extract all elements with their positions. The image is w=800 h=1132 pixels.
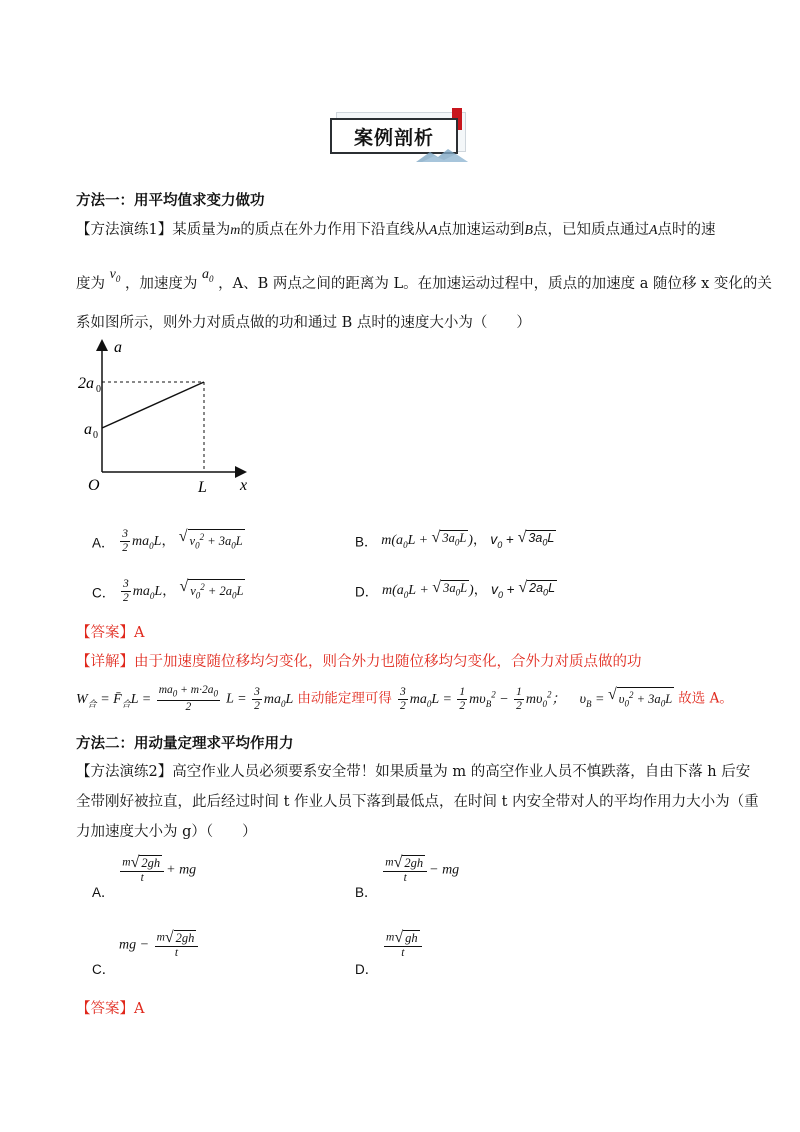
- q1-option-b: B． $m(a_0L$ + √ $3a_0L$ )， $v_0$ + √ $3a_0L$: [355, 529, 555, 550]
- q1-text: 【方法演练1】某质量为: [76, 222, 231, 238]
- q1-text: 点加速运动到: [437, 222, 525, 238]
- y-tick-2a0-sub: 0: [96, 384, 101, 395]
- method2-question-line3: 力加速度大小为 g）（ ）: [76, 824, 257, 840]
- q1-var-A: A: [428, 223, 438, 238]
- method1-question-line2: [76, 267, 772, 299]
- q1-text: ，加速度为: [124, 276, 198, 292]
- acceleration-displacement-graph: [80, 338, 250, 498]
- q2-answer: 【答案】A: [76, 1001, 145, 1017]
- method2-heading: 方法二：用动量定理求平均作用力: [76, 736, 294, 752]
- q1-detail-mid: 由动能定理可得: [297, 690, 392, 707]
- q1-option-d: D． $m(a_0L$ + √ $3a_0L$ )， $v_0$ + √ $2a_0L$: [355, 579, 556, 600]
- y-axis-label: a: [114, 339, 122, 356]
- q1-text: 度为: [76, 276, 105, 292]
- q1-var-B: B: [524, 223, 533, 238]
- q1-text: ，A、B 两点之间的距离为 L。在加速运动过程中，质点的加速度 a 随位移 x 变化的关: [218, 276, 772, 292]
- q1-var-A: A: [648, 223, 658, 238]
- method1-question-line3: 系如图所示，则外力对质点做的功和通过 B 点时的速度大小为（ ）: [76, 315, 531, 331]
- mountain-decoration-icon: [416, 148, 468, 162]
- q1-text: 点，已知质点通过: [532, 222, 649, 238]
- q1-a0: $a_0$: [202, 267, 214, 284]
- a-x-line: [102, 382, 204, 428]
- q1-option-a: A． $\frac{3}{2}$ $ma_0L$， √ $v_0^2 + 3a_0L$: [92, 528, 243, 554]
- banner-title: 案例剖析: [353, 126, 434, 149]
- x-tick-L: L: [198, 479, 207, 496]
- q1-text: 的质点在外力作用下沿直线从: [240, 222, 429, 238]
- y-tick-a0-sub: 0: [93, 430, 98, 441]
- method2-question-line2: 全带刚好被拉直，此后经过时间 t 作业人员下落到最低点，在时间 t 内安全带对人的平均作用力大小为（重: [76, 794, 759, 810]
- q1-var-m: m: [230, 223, 241, 238]
- q1-v0: $v_0$: [109, 267, 121, 284]
- x-axis-label: x: [240, 477, 248, 494]
- y-tick-a0: a: [84, 421, 92, 438]
- q1-detail-end: 故选 A。: [678, 690, 733, 707]
- q2-option-b: B． m √ 2gh t − mg: [355, 854, 460, 900]
- method2-question-line1: 【方法演练2】高空作业人员必须要系安全带！如果质量为 m 的高空作业人员不慎跌落，自由下落 h 后安: [76, 764, 751, 780]
- section-title-banner: [328, 108, 472, 160]
- origin-label: O: [88, 477, 100, 494]
- q1-option-c: C． $\frac{3}{2}$ $ma_0L$， √ $v_0^2 + 2a_0L$: [92, 578, 244, 604]
- q1-detail-formula: $W_合$ = $F̄_合L$ = $\frac{ma_0 + m\cdot 2a_0}{2}$ L = $\frac{3}{2}$ $ma_0L$ 由动能定理可得 $\frac{3}{2}$ $ma_0L$ = $\frac{1}{2}$ $m\upsilon_B^2$ − $\frac{1}{2}$ $m\upsilon_0^2$； $\upsilon_B$ = √ $\upsilon_0^2 + 3a_0L$ 故选 A。: [76, 684, 733, 714]
- method1-heading: 方法一：用平均值求变力做功: [76, 193, 265, 209]
- q1-text: 点时的速: [657, 222, 716, 238]
- y-tick-2a0: 2a: [78, 375, 94, 392]
- q2-option-a: A． m √ 2gh t + mg: [92, 854, 197, 900]
- q1-detail: 【详解】由于加速度随位移均匀变化，则合外力也随位移均匀变化，合外力对质点做的功: [76, 654, 642, 670]
- method1-question-line1: [76, 220, 716, 241]
- q2-option-c: C． mg − m √ 2gh t: [92, 930, 200, 960]
- q1-answer: 【答案】A: [76, 625, 145, 641]
- q2-option-d: D． m √ gh t: [355, 930, 424, 960]
